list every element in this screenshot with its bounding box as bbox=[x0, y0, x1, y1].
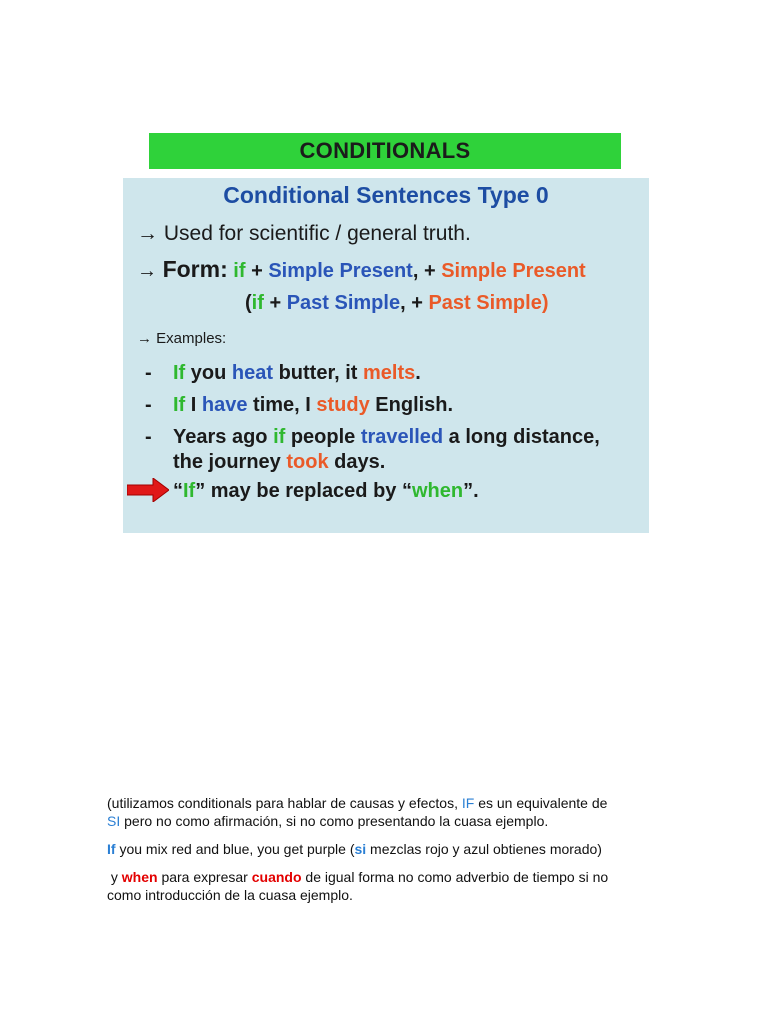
ex2-b: time, I bbox=[247, 394, 317, 416]
p3-when: when bbox=[121, 869, 158, 885]
form2-comma: , + bbox=[400, 292, 429, 314]
ex3-if: if bbox=[273, 426, 286, 448]
form-comma: , + bbox=[412, 260, 442, 282]
ex3b-a: the journey bbox=[173, 451, 287, 473]
form-label: Form: bbox=[162, 256, 228, 282]
form-plus: + bbox=[245, 260, 269, 282]
example-1 bbox=[145, 362, 421, 385]
p1-a: (utilizamos conditionals para hablar de causas y efectos, bbox=[107, 795, 462, 811]
p3-b: para expresar bbox=[157, 869, 252, 885]
p1-if: IF bbox=[461, 795, 475, 811]
paragraph-3 bbox=[107, 868, 667, 904]
form2-if: if bbox=[251, 292, 264, 314]
note-if: If bbox=[183, 480, 196, 502]
ex1-if: If bbox=[173, 362, 186, 384]
arrow-icon: → bbox=[137, 330, 152, 347]
form2-close: ) bbox=[541, 292, 549, 314]
examples-text: Examples: bbox=[156, 330, 227, 347]
ex3b-b: days. bbox=[328, 451, 386, 473]
form-if: if bbox=[233, 260, 246, 282]
ex2-a: I bbox=[185, 394, 202, 416]
ex3-b: people bbox=[285, 426, 361, 448]
p3-d: como introducción de la cuasa ejemplo. bbox=[107, 887, 353, 903]
p2-b: mezclas rojo y azul obtienes morado) bbox=[366, 841, 602, 857]
note-when: when bbox=[411, 480, 464, 502]
form2-line bbox=[245, 292, 549, 315]
p3-c: de igual forma no como adverbio de tiempo si no bbox=[301, 869, 609, 885]
ex3b-took: took bbox=[286, 451, 329, 473]
p3-cuando: cuando bbox=[251, 869, 302, 885]
form2-plus: + bbox=[263, 292, 287, 314]
p2-si: si bbox=[354, 841, 367, 857]
use-text: Used for scientific / general truth. bbox=[163, 222, 471, 245]
p1-c: pero no como afirmación, si no como presentando la cuasa ejemplo. bbox=[120, 813, 549, 829]
form-line bbox=[137, 256, 586, 283]
form2-part2: Past Simple bbox=[428, 292, 542, 314]
form-part1: Simple Present bbox=[268, 260, 413, 282]
paragraph-2 bbox=[107, 840, 667, 858]
note-a: “ bbox=[173, 480, 183, 502]
ex1-c: . bbox=[415, 362, 421, 384]
form-part2: Simple Present bbox=[441, 260, 586, 282]
form2-part1: Past Simple bbox=[286, 292, 401, 314]
ex2-study: study bbox=[316, 394, 370, 416]
example-2 bbox=[145, 394, 453, 417]
example-dash: - bbox=[145, 362, 152, 384]
ex3-a: Years ago bbox=[173, 426, 274, 448]
ex3-travelled: travelled bbox=[360, 426, 444, 448]
p1-si: SI bbox=[107, 813, 121, 829]
paragraph-1 bbox=[107, 794, 667, 830]
banner-title: CONDITIONALS bbox=[299, 138, 471, 163]
red-arrow-icon bbox=[127, 478, 169, 502]
ex2-c: English. bbox=[369, 394, 454, 416]
note-b: ” may be replaced by “ bbox=[195, 480, 412, 502]
p2-if: If bbox=[107, 841, 116, 857]
arrow-icon: → bbox=[137, 260, 157, 282]
ex1-b: butter, it bbox=[273, 362, 364, 384]
example-dash: - bbox=[145, 426, 152, 448]
use-line bbox=[137, 222, 471, 246]
note-line bbox=[173, 480, 479, 503]
ex1-melts: melts bbox=[363, 362, 416, 384]
example-3-cont bbox=[173, 451, 385, 474]
examples-label bbox=[137, 330, 226, 347]
lesson-panel bbox=[123, 178, 649, 533]
form2-open: ( bbox=[245, 292, 252, 314]
panel-title: Conditional Sentences Type 0 bbox=[223, 182, 549, 208]
ex2-if: If bbox=[173, 394, 186, 416]
ex3-c: a long distance, bbox=[443, 426, 600, 448]
ex1-a: you bbox=[185, 362, 232, 384]
p2-a: you mix red and blue, you get purple ( bbox=[115, 841, 355, 857]
ex2-have: have bbox=[201, 394, 248, 416]
title-banner bbox=[149, 133, 621, 169]
note-c: ”. bbox=[463, 480, 479, 502]
ex1-heat: heat bbox=[231, 362, 274, 384]
arrow-icon: → bbox=[137, 222, 158, 245]
example-dash: - bbox=[145, 394, 152, 416]
example-3 bbox=[145, 426, 600, 449]
p3-a: y bbox=[107, 869, 122, 885]
p1-b: es un equivalente de bbox=[474, 795, 608, 811]
